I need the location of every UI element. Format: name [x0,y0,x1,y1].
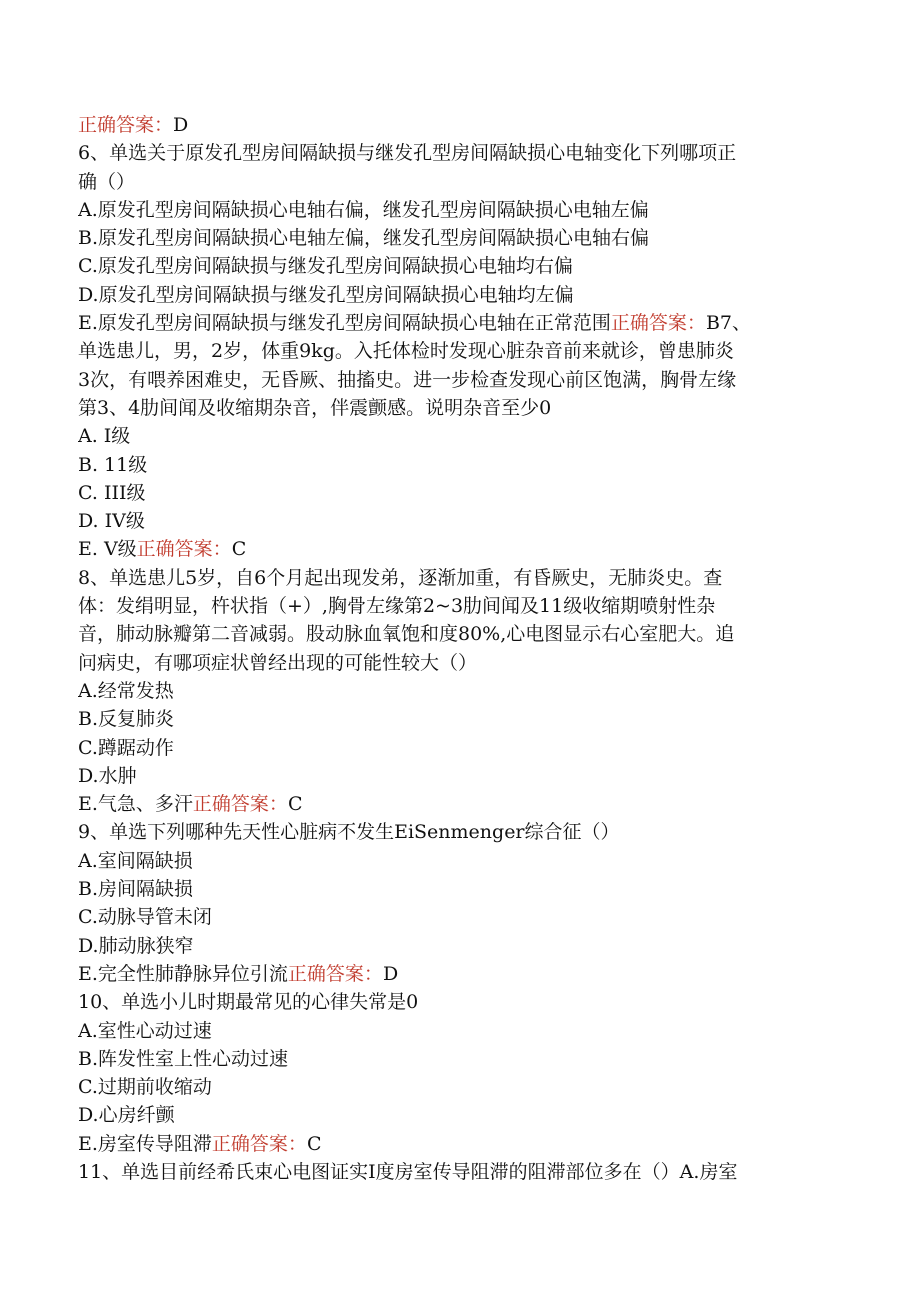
text-line [78,422,848,450]
line-text: C. III级 [78,481,146,504]
text-line [78,1045,848,1073]
answer-value: C [287,793,303,816]
text-line [78,1130,848,1158]
line-text: 11、单选目前经希氏束心电图证实I度房室传导阻滞的阻滞部位多在（）A.房室 [78,1160,738,1183]
line-text: E.房室传导阻滞 [78,1132,212,1155]
line-text: D.心房纤颤 [78,1104,175,1127]
text-line [78,281,848,309]
text-line [78,168,848,196]
text-line [78,705,848,733]
line-text: 10、单选小儿时期最常见的心律失常是0 [78,991,419,1014]
text-line [78,818,848,846]
text-line [78,1017,848,1045]
text-line [78,677,848,705]
line-text: C.蹲踞动作 [78,736,174,759]
answer-label: 正确答案： [78,114,174,136]
line-text: A.经常发热 [78,679,174,702]
text-line [78,762,848,790]
line-text: B.反复肺炎 [78,708,175,731]
text-line [78,649,848,677]
text-line [78,196,848,224]
text-line [78,790,848,818]
line-text: 问病史，有哪项症状曾经出现的可能性较大（） [78,651,478,674]
text-line [78,988,848,1016]
text-line [78,1101,848,1129]
text-line [78,903,848,931]
text-line [78,535,848,563]
line-text: D.肺动脉狭窄 [78,934,194,957]
line-text: B.房间隔缺损 [78,878,194,901]
line-text: 8、单选患儿5岁，自6个月起出现发弟，逐渐加重，有昏厥史，无肺炎史。查 [78,566,723,589]
line-text: D.水肿 [78,764,137,787]
line-text: 体：发绢明显，杵状指（+）,胸骨左缘第2~3肋间闻及11级收缩期喷射性杂 [78,595,716,618]
line-text: 9、单选下列哪种先天性心脏病不发生EiSenmenger综合征（） [78,821,620,844]
line-text: A.原发孔型房间隔缺损心电轴右偏，继发孔型房间隔缺损心电轴左偏 [78,198,649,221]
text-line [78,507,848,535]
line-text: B.阵发性室上性心动过速 [78,1047,289,1070]
line-text: E.完全性肺静脉异位引流 [78,962,288,985]
text-line [78,592,848,620]
answer-label: 正确答案： [211,1132,307,1155]
answer-value: B7、 [705,312,751,335]
text-line [78,1158,848,1186]
answer-value: D [382,962,399,985]
text-line [78,394,848,422]
line-text: 音，肺动脉瓣第二音减弱。股动脉血氧饱和度80%,心电图显示右心室肥大。追 [78,623,735,646]
text-line [78,366,848,394]
text-line [78,734,848,762]
line-text: D.原发孔型房间隔缺损与继发孔型房间隔缺损心电轴均左偏 [78,283,574,306]
text-line [78,451,848,479]
line-text: C.原发孔型房间隔缺损与继发孔型房间隔缺损心电轴均右偏 [78,255,573,278]
answer-value: D [173,114,189,136]
line-text: A.室间隔缺损 [78,849,193,872]
text-line [78,337,848,365]
line-text: 6、单选关于原发孔型房间隔缺损与继发孔型房间隔缺损心电轴变化下列哪项正 [78,142,737,165]
line-text: 3次，有喂养困难史，无昏厥、抽搐史。进一步检查发现心前区饱满，胸骨左缘 [78,368,737,391]
answer-label: 正确答案： [192,793,288,816]
text-line [78,875,848,903]
text-line [78,111,848,139]
text-line [78,847,848,875]
line-text: 单选患儿，男，2岁，体重9kg。入托体检时发现心脏杂音前来就诊，曾患肺炎 [78,340,734,363]
text-line [78,932,848,960]
document-page [78,111,848,1186]
line-text: 第3、4肋间闻及收缩期杂音，伴震颤感。说明杂音至少0 [78,396,552,419]
text-line [78,564,848,592]
line-text: A. I级 [78,425,131,448]
answer-label: 正确答案： [136,538,232,561]
text-line [78,479,848,507]
line-text: 确（） [78,170,136,193]
line-text: C.动脉导管未闭 [78,906,212,929]
text-line [78,309,848,337]
answer-label: 正确答案： [287,962,383,985]
text-line [78,224,848,252]
text-line [78,252,848,280]
answer-value: C [231,538,247,561]
line-text: B. 11级 [78,453,148,476]
line-text: C.过期前收缩动 [78,1076,212,1099]
line-text: E. V级 [78,538,137,561]
text-line [78,139,848,167]
line-text: D. IV级 [78,510,145,533]
line-text: E.气急、多汗 [78,793,193,816]
text-line [78,1073,848,1101]
text-line [78,960,848,988]
text-line [78,620,848,648]
line-text: A.室性心动过速 [78,1019,212,1042]
line-text: E.原发孔型房间隔缺损与继发孔型房间隔缺损心电轴在正常范围 [78,312,611,335]
answer-label: 正确答案： [610,312,706,335]
answer-value: C [306,1132,322,1155]
line-text: B.原发孔型房间隔缺损心电轴左偏，继发孔型房间隔缺损心电轴右偏 [78,227,650,250]
